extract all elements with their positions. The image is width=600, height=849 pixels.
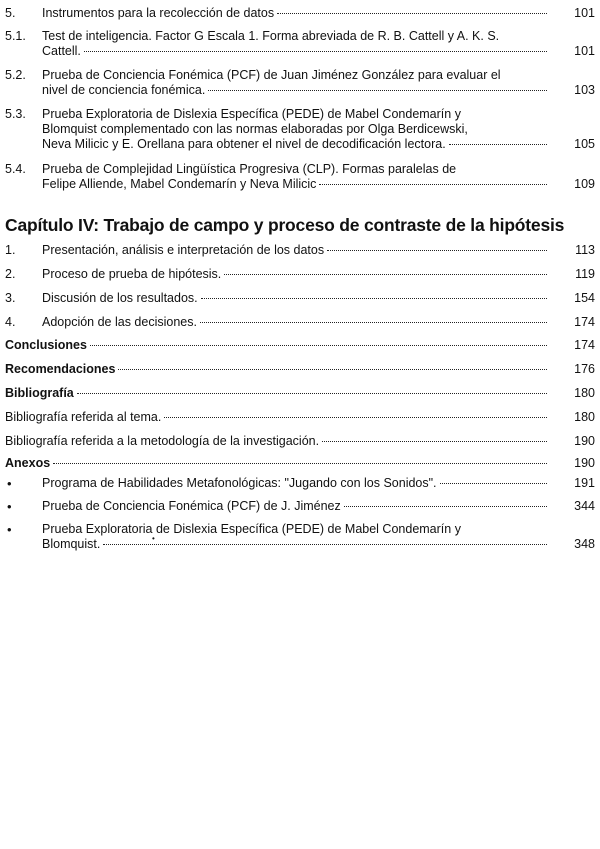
page-number: 101 (574, 6, 595, 20)
page-number: 190 (574, 456, 595, 470)
entry-title: Bibliografía (5, 386, 74, 400)
dot-leader (440, 483, 547, 484)
page-number: 105 (574, 137, 595, 151)
entry-title: Anexos (5, 456, 51, 470)
entry-title: Bibliografía referida a la metodología de la investigación. (5, 434, 320, 448)
entry-title: Instrumentos para la recolección de datos (42, 6, 275, 20)
page-number: 109 (574, 177, 595, 191)
dot-leader (103, 544, 547, 545)
entry-title: Recomendaciones (5, 362, 116, 376)
entry-number: 4. (5, 315, 16, 329)
page-number: 190 (574, 434, 595, 448)
dot-leader (224, 274, 547, 275)
entry-title-line: Cattell. (42, 44, 81, 58)
page-number: 348 (574, 537, 595, 551)
entry-title: Presentación, análisis e interpretación de los datos (42, 243, 325, 257)
entry-title: Prueba de Conciencia Fonémica (PCF) de J. Jiménez (42, 499, 341, 513)
dot-leader (77, 393, 547, 394)
entry-title: Bibliografía referida al tema. (5, 410, 162, 424)
dot-leader (327, 250, 547, 251)
chapter-title: Capítulo IV: Trabajo de campo y proceso de contraste de la hipótesis (5, 215, 565, 235)
dot-leader (118, 369, 547, 370)
page-number: 180 (574, 410, 595, 424)
page-number: 174 (574, 338, 595, 352)
entry-number: 5.1. (5, 29, 26, 43)
entry-title-line: Felipe Alliende, Mabel Condemarín y Neva Milicic (42, 177, 317, 191)
bullet-icon: • (7, 522, 12, 537)
entry-title: Proceso de prueba de hipótesis. (42, 267, 222, 281)
page-number: 180 (574, 386, 595, 400)
page-number: 344 (574, 499, 595, 513)
entry-title-line: Test de inteligencia. Factor G Escala 1. Forma abreviada de R. B. Cattell y A. K. S. (42, 29, 500, 43)
entry-number: 2. (5, 267, 16, 281)
dot-leader (53, 463, 547, 464)
page-number: 101 (574, 44, 595, 58)
entry-title-line: Neva Milicic y E. Orellana para obtener el nivel de decodificación lectora. (42, 137, 446, 151)
entry-number: 3. (5, 291, 16, 305)
dot-leader (344, 506, 547, 507)
entry-number: 5.4. (5, 162, 26, 176)
page-number: 174 (574, 315, 595, 329)
dot-leader (277, 13, 547, 14)
entry-number: 5.2. (5, 68, 26, 82)
dot-leader (208, 90, 547, 91)
entry-title: Programa de Habilidades Metafonológicas: "Jugando con los Sonidos". (42, 476, 437, 490)
entry-title-line: Prueba de Complejidad Lingüística Progresiva (CLP). Formas paralelas de (42, 162, 457, 176)
entry-number: 1. (5, 243, 16, 257)
page-number: 154 (574, 291, 595, 305)
dot-leader (201, 298, 547, 299)
page-number: 176 (574, 362, 595, 376)
entry-title: Discusión de los resultados. (42, 291, 198, 305)
entry-number: 5. (5, 6, 16, 20)
dot-leader (319, 184, 547, 185)
bullet-icon: • (7, 499, 12, 514)
stray-mark: • (152, 534, 155, 543)
dot-leader (84, 51, 547, 52)
page-number: 103 (574, 83, 595, 97)
bullet-icon: • (7, 476, 12, 491)
entry-title-line: Prueba de Conciencia Fonémica (PCF) de Juan Jiménez González para evaluar el (42, 68, 501, 82)
entry-title: Conclusiones (5, 338, 87, 352)
dot-leader (90, 345, 547, 346)
page-number: 191 (574, 476, 595, 490)
entry-title-line: Prueba Exploratoria de Dislexia Específica (PEDE) de Mabel Condemarín y (42, 522, 461, 536)
dot-leader (200, 322, 547, 323)
page-number: 113 (575, 243, 595, 257)
entry-title-line: Blomquist. (42, 537, 101, 551)
entry-number: 5.3. (5, 107, 26, 121)
entry-title-line: nivel de conciencia fonémica. (42, 83, 206, 97)
entry-title-line: Prueba Exploratoria de Dislexia Específica (PEDE) de Mabel Condemarín y (42, 107, 461, 121)
dot-leader (322, 441, 547, 442)
dot-leader (164, 417, 547, 418)
entry-title-line: Blomquist complementado con las normas elaboradas por Olga Berdicewski, (42, 122, 468, 136)
page-number: 119 (575, 267, 595, 281)
entry-title: Adopción de las decisiones. (42, 315, 197, 329)
dot-leader (449, 144, 547, 145)
